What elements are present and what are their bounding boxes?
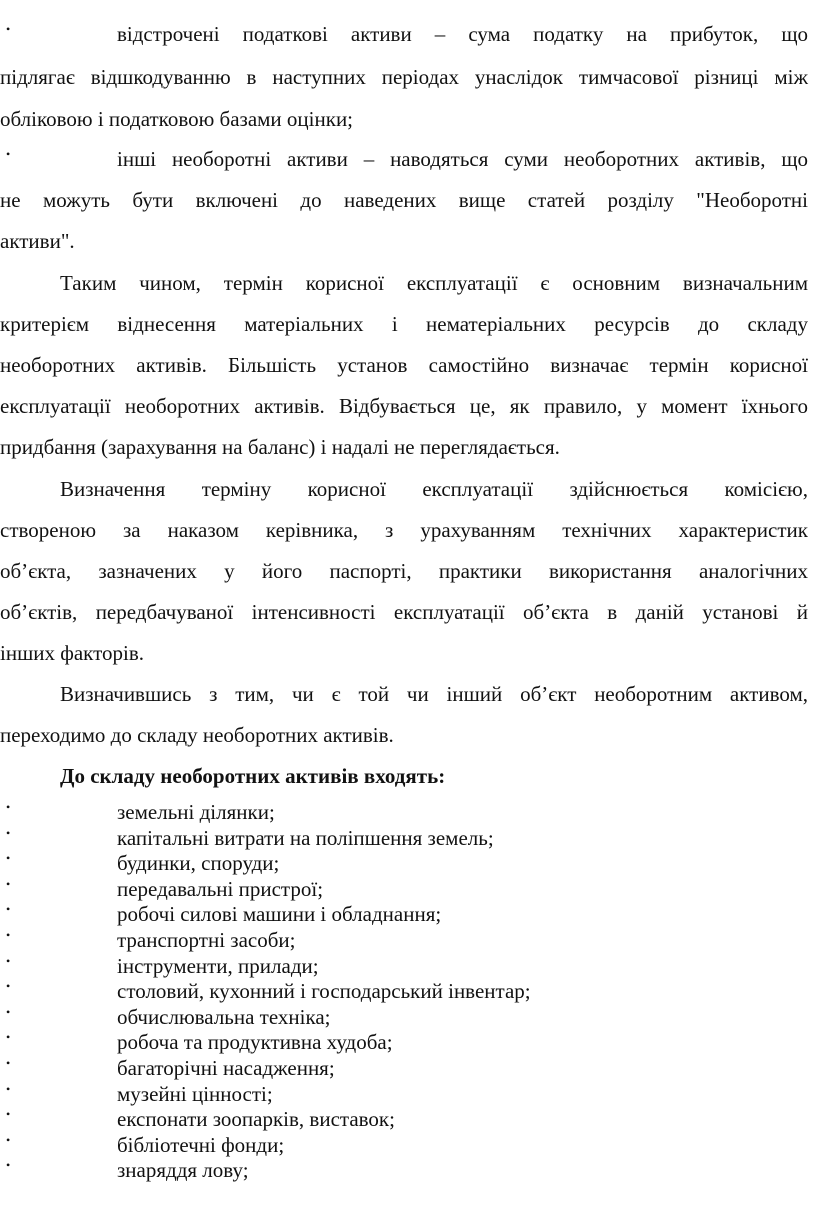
list-item-text: транспортні засоби; bbox=[117, 928, 296, 952]
list-item-text: робоча та продуктивна худоба; bbox=[117, 1030, 393, 1055]
text-line: Визначення терміну корисної експлуатації здійснюється комісією, bbox=[60, 477, 808, 501]
bullet-icon: • bbox=[6, 1158, 11, 1173]
list-item-text: обчислювальна техніка; bbox=[117, 1004, 331, 1029]
bullet-icon: • bbox=[6, 1004, 11, 1019]
text-line: об’єкта, зазначених у його паспорті, практики використання аналогічних bbox=[0, 559, 808, 583]
text-line: переходимо до складу необоротних активів. bbox=[0, 723, 394, 747]
bullet-icon: • bbox=[6, 1056, 11, 1070]
list-item-text: земельні ділянки; bbox=[117, 800, 275, 824]
bullet-icon: • bbox=[6, 979, 11, 994]
list-item-text: музейні цінності; bbox=[117, 1081, 273, 1106]
list-item-text: столовий, кухонний і господарський інвентар; bbox=[117, 979, 531, 1004]
bullet-icon: • bbox=[6, 953, 11, 968]
bullet-icon: • bbox=[6, 22, 11, 36]
list-item-text: будинки, споруди; bbox=[117, 851, 280, 876]
text-line: придбання (зарахування на баланс) і надалі не переглядається. bbox=[0, 435, 560, 459]
list-item-text: бібліотечні фонди; bbox=[117, 1132, 285, 1157]
list-item-text: інструменти, прилади; bbox=[117, 953, 319, 978]
list-item-text: знаряддя лову; bbox=[117, 1158, 249, 1183]
text-line: критерієм віднесення матеріальних і нематеріальних ресурсів до складу bbox=[0, 312, 808, 336]
bullet-icon: • bbox=[6, 825, 11, 840]
text-line: відстрочені податкові активи – сума податку на прибуток, що bbox=[117, 22, 808, 46]
text-line: інші необоротні активи – наводяться суми необоротних активів, що bbox=[117, 147, 808, 171]
bullet-icon: • bbox=[6, 1081, 11, 1096]
bullet-icon: • bbox=[6, 876, 11, 891]
bullet-icon: • bbox=[6, 928, 11, 942]
bullet-icon: • bbox=[6, 1107, 11, 1122]
list-item-text: робочі силові машини і обладнання; bbox=[117, 902, 442, 927]
list-item-text: передавальні пристрої; bbox=[117, 876, 324, 901]
list-item-text: капітальні витрати на поліпшення земель; bbox=[117, 825, 494, 850]
bullet-icon: • bbox=[6, 800, 11, 814]
bullet-icon: • bbox=[6, 902, 11, 917]
list-heading: До складу необоротних активів входять: bbox=[60, 764, 446, 788]
text-line: активи". bbox=[0, 229, 75, 253]
list-item-text: експонати зоопарків, виставок; bbox=[117, 1107, 395, 1132]
bullet-icon: • bbox=[6, 1030, 11, 1045]
text-line: обліковою і податковою базами оцінки; bbox=[0, 107, 354, 131]
bullet-icon: • bbox=[6, 1132, 11, 1147]
text-line: Визначившись з тим, чи є той чи інший об’єкт необоротним активом, bbox=[60, 682, 808, 706]
bullet-icon: • bbox=[6, 851, 11, 866]
list-item-text: багаторічні насадження; bbox=[117, 1056, 335, 1080]
text-line: необоротних активів. Більшість установ самостійно визначає термін корисної bbox=[0, 353, 808, 377]
text-line: створеною за наказом керівника, з урахуванням технічних характеристик bbox=[0, 518, 808, 542]
bullet-icon: • bbox=[6, 147, 11, 161]
text-line: Таким чином, термін корисної експлуатації є основним визначальним bbox=[60, 271, 808, 295]
text-line: експлуатації необоротних активів. Відбувається це, як правило, у момент їхнього bbox=[0, 394, 808, 418]
text-line: не можуть бути включені до наведених вище статей розділу "Необоротні bbox=[0, 188, 808, 212]
text-line: підлягає відшкодуванню в наступних періодах унаслідок тимчасової різниці між bbox=[0, 65, 808, 89]
text-line: інших факторів. bbox=[0, 641, 144, 665]
text-line: об’єктів, передбачуваної інтенсивності експлуатації об’єкта в даній установі й bbox=[0, 600, 808, 624]
